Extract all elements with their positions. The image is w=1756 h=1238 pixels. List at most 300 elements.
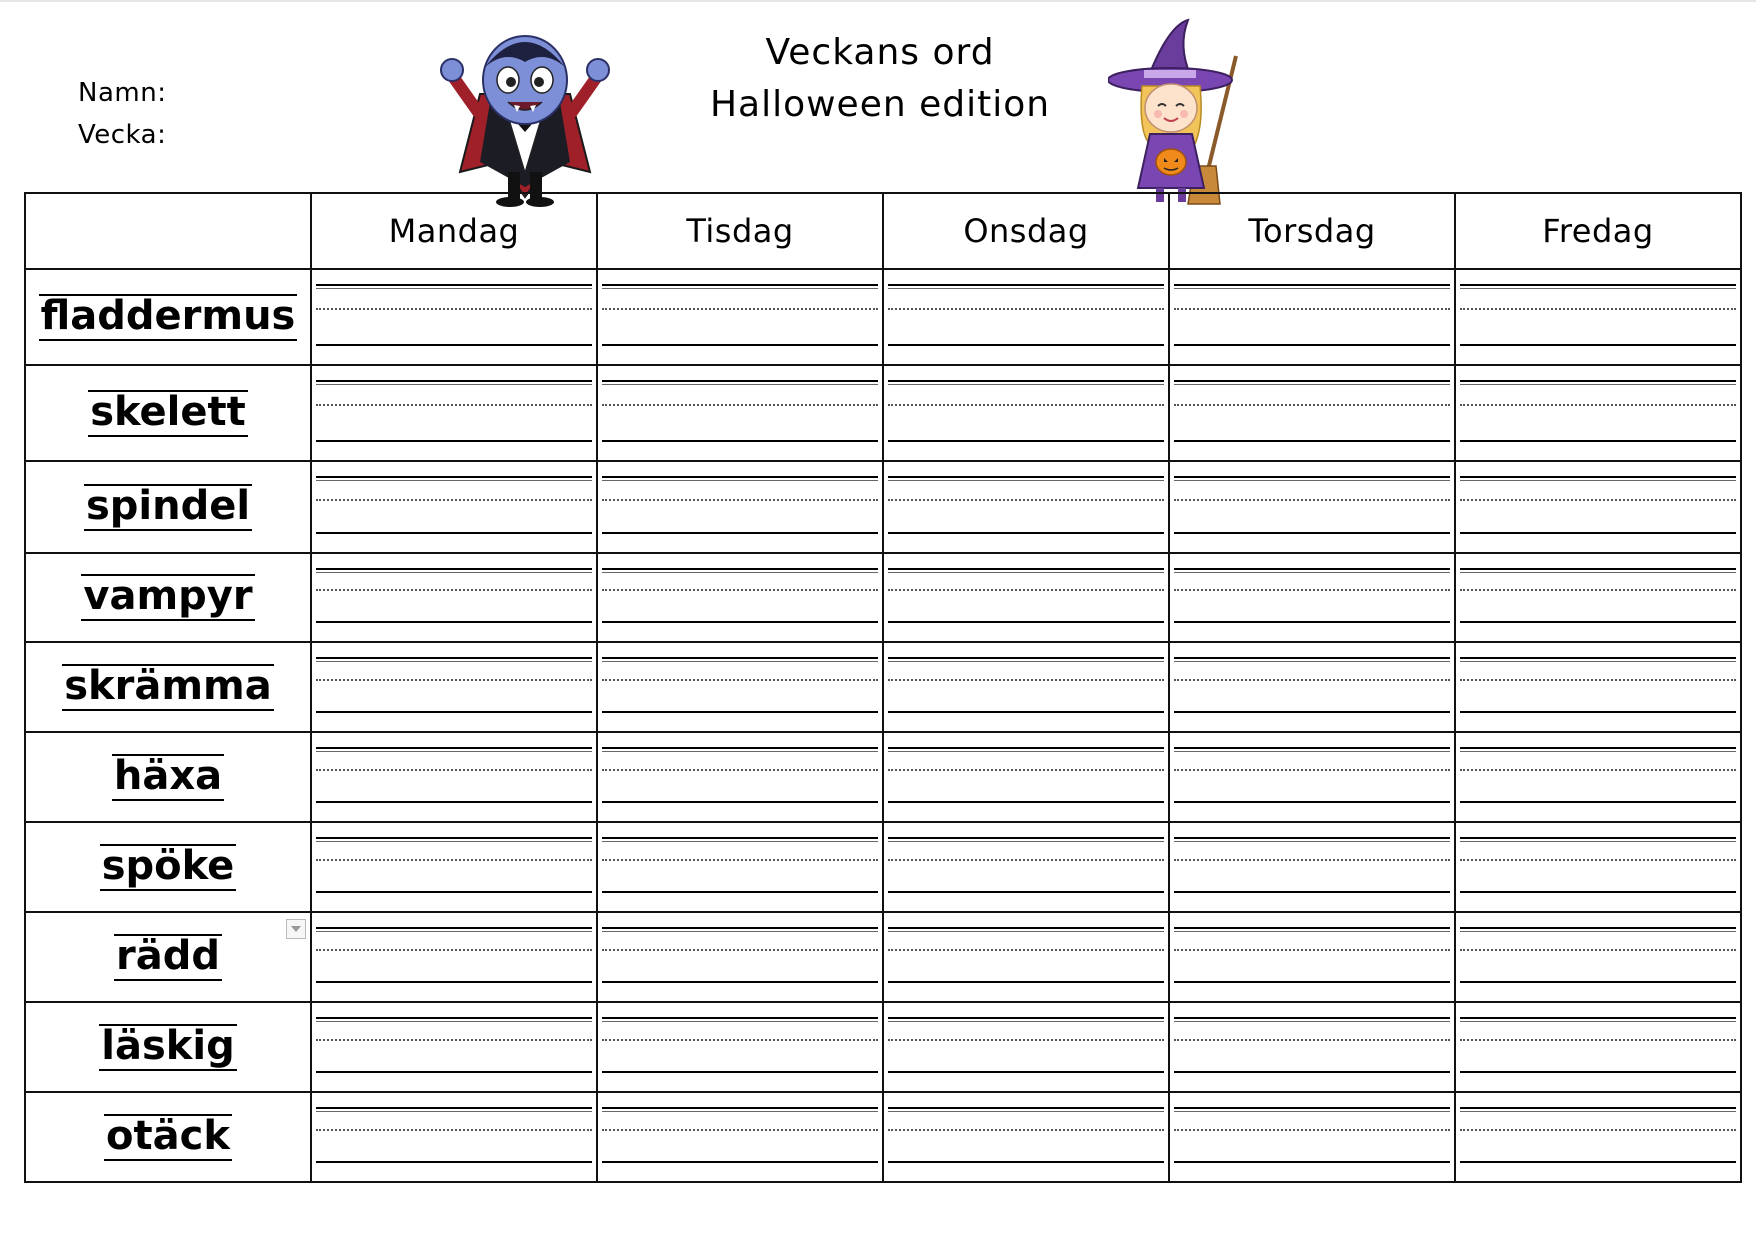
guide-line bbox=[602, 841, 878, 842]
guide-line bbox=[1460, 891, 1736, 893]
guide-line bbox=[602, 751, 878, 752]
guide-line bbox=[1460, 949, 1736, 951]
handwriting-cell[interactable] bbox=[1169, 912, 1455, 1002]
guide-line bbox=[1460, 589, 1736, 591]
guide-line bbox=[602, 1161, 878, 1163]
writing-guide-lines bbox=[602, 1017, 878, 1073]
guide-line bbox=[602, 931, 878, 932]
guide-line bbox=[888, 1161, 1164, 1163]
handwriting-cell[interactable] bbox=[311, 1092, 597, 1182]
guide-line bbox=[888, 480, 1164, 481]
writing-guide-lines bbox=[888, 657, 1164, 713]
guide-line bbox=[1174, 589, 1450, 591]
handwriting-cell[interactable] bbox=[883, 732, 1169, 822]
guide-line bbox=[1174, 288, 1450, 289]
handwriting-cell[interactable] bbox=[597, 461, 883, 553]
guide-line bbox=[888, 288, 1164, 289]
writing-guide-lines bbox=[888, 747, 1164, 803]
writing-guide-lines bbox=[316, 657, 592, 713]
day-header: Tisdag bbox=[597, 193, 883, 269]
handwriting-cell[interactable] bbox=[311, 642, 597, 732]
writing-guide-lines bbox=[1460, 284, 1736, 346]
guide-line bbox=[602, 801, 878, 803]
guide-line bbox=[316, 1111, 592, 1112]
word-cell bbox=[25, 269, 311, 365]
guide-line bbox=[888, 711, 1164, 713]
guide-line bbox=[602, 499, 878, 501]
guide-line bbox=[602, 981, 878, 983]
handwriting-cell[interactable] bbox=[1455, 732, 1741, 822]
guide-line bbox=[316, 1161, 592, 1163]
guide-line bbox=[1174, 532, 1450, 534]
guide-line bbox=[1174, 1017, 1450, 1019]
guide-line bbox=[1174, 1111, 1450, 1112]
handwriting-cell[interactable] bbox=[883, 461, 1169, 553]
word-row bbox=[25, 553, 1741, 642]
guide-line bbox=[1174, 1107, 1450, 1109]
guide-line bbox=[1460, 480, 1736, 481]
writing-guide-lines bbox=[602, 380, 878, 442]
guide-line bbox=[888, 532, 1164, 534]
week-label: Vecka: bbox=[78, 120, 167, 150]
guide-line bbox=[602, 384, 878, 385]
writing-guide-lines bbox=[1460, 380, 1736, 442]
guide-line bbox=[602, 480, 878, 481]
guide-line bbox=[602, 404, 878, 406]
guide-line bbox=[1460, 288, 1736, 289]
guide-line bbox=[888, 661, 1164, 662]
writing-guide-lines bbox=[1174, 1107, 1450, 1163]
writing-guide-lines bbox=[1174, 476, 1450, 534]
guide-line bbox=[1460, 801, 1736, 803]
handwriting-cell[interactable] bbox=[311, 461, 597, 553]
handwriting-cell[interactable] bbox=[311, 912, 597, 1002]
guide-line bbox=[1460, 657, 1736, 659]
guide-line bbox=[602, 769, 878, 771]
guide-line bbox=[1174, 380, 1450, 382]
guide-line bbox=[316, 499, 592, 501]
writing-guide-lines bbox=[316, 568, 592, 623]
writing-guide-lines bbox=[1460, 1107, 1736, 1163]
guide-line bbox=[888, 981, 1164, 983]
guide-line bbox=[316, 380, 592, 382]
writing-guide-lines bbox=[1174, 568, 1450, 623]
guide-line bbox=[316, 1039, 592, 1041]
word-cell bbox=[25, 1002, 311, 1092]
writing-guide-lines bbox=[1460, 747, 1736, 803]
handwriting-cell[interactable] bbox=[311, 732, 597, 822]
guide-line bbox=[316, 572, 592, 573]
guide-line bbox=[602, 288, 878, 289]
guide-line bbox=[1174, 679, 1450, 681]
handwriting-cell[interactable] bbox=[597, 1002, 883, 1092]
guide-line bbox=[602, 661, 878, 662]
guide-line bbox=[888, 1111, 1164, 1112]
guide-line bbox=[1460, 927, 1736, 929]
guide-line bbox=[316, 711, 592, 713]
vampire-icon bbox=[440, 22, 610, 207]
guide-line bbox=[602, 308, 878, 310]
guide-line bbox=[888, 344, 1164, 346]
guide-line bbox=[1460, 751, 1736, 752]
guide-line bbox=[1174, 1161, 1450, 1163]
handwriting-cell[interactable] bbox=[883, 1002, 1169, 1092]
handwriting-cell[interactable] bbox=[311, 822, 597, 912]
handwriting-cell[interactable] bbox=[597, 553, 883, 642]
guide-line bbox=[888, 589, 1164, 591]
guide-line bbox=[888, 1017, 1164, 1019]
guide-line bbox=[316, 661, 592, 662]
guide-line bbox=[888, 380, 1164, 382]
guide-line bbox=[888, 747, 1164, 749]
writing-guide-lines bbox=[316, 476, 592, 534]
writing-guide-lines bbox=[1460, 927, 1736, 983]
guide-line bbox=[316, 949, 592, 951]
guide-line bbox=[888, 679, 1164, 681]
guide-line bbox=[888, 931, 1164, 932]
guide-line bbox=[1460, 572, 1736, 573]
writing-guide-lines bbox=[602, 927, 878, 983]
handwriting-cell[interactable] bbox=[597, 365, 883, 461]
guide-line bbox=[316, 1021, 592, 1022]
guide-line bbox=[602, 1071, 878, 1073]
guide-line bbox=[1174, 747, 1450, 749]
writing-guide-lines bbox=[888, 476, 1164, 534]
writing-guide-lines bbox=[888, 1107, 1164, 1163]
guide-line bbox=[602, 859, 878, 861]
handwriting-cell[interactable] bbox=[1169, 461, 1455, 553]
guide-line bbox=[1460, 859, 1736, 861]
guide-line bbox=[316, 931, 592, 932]
guide-line bbox=[1460, 284, 1736, 286]
guide-line bbox=[1460, 404, 1736, 406]
guide-line bbox=[316, 404, 592, 406]
guide-line bbox=[602, 711, 878, 713]
guide-line bbox=[1460, 344, 1736, 346]
day-header: Mandag bbox=[311, 193, 597, 269]
handwriting-cell[interactable] bbox=[1169, 732, 1455, 822]
guide-line bbox=[1460, 621, 1736, 623]
guide-line bbox=[888, 499, 1164, 501]
spelling-word: spöke bbox=[101, 842, 235, 889]
guide-line bbox=[1174, 661, 1450, 662]
handwriting-cell[interactable] bbox=[1455, 1002, 1741, 1092]
handwriting-cell[interactable] bbox=[1169, 1002, 1455, 1092]
writing-guide-lines bbox=[602, 284, 878, 346]
guide-line bbox=[888, 1039, 1164, 1041]
word-cell bbox=[25, 365, 311, 461]
handwriting-cell[interactable] bbox=[311, 365, 597, 461]
guide-line bbox=[316, 284, 592, 286]
handwriting-cell[interactable] bbox=[883, 912, 1169, 1002]
writing-guide-lines bbox=[1460, 568, 1736, 623]
writing-guide-lines bbox=[888, 837, 1164, 893]
writing-guide-lines bbox=[316, 1107, 592, 1163]
handwriting-cell[interactable] bbox=[311, 553, 597, 642]
word-row bbox=[25, 1002, 1741, 1092]
handwriting-cell[interactable] bbox=[1455, 912, 1741, 1002]
guide-line bbox=[1460, 308, 1736, 310]
handwriting-cell[interactable] bbox=[1455, 553, 1741, 642]
guide-line bbox=[1460, 440, 1736, 442]
handwriting-cell[interactable] bbox=[883, 1092, 1169, 1182]
word-row bbox=[25, 365, 1741, 461]
guide-line bbox=[1174, 751, 1450, 752]
guide-line bbox=[316, 891, 592, 893]
guide-line bbox=[316, 747, 592, 749]
guide-line bbox=[888, 841, 1164, 842]
handwriting-cell[interactable] bbox=[883, 269, 1169, 365]
guide-line bbox=[316, 589, 592, 591]
writing-guide-lines bbox=[888, 380, 1164, 442]
table-header-row bbox=[25, 193, 1741, 269]
guide-line bbox=[316, 532, 592, 534]
guide-line bbox=[1174, 769, 1450, 771]
guide-line bbox=[316, 308, 592, 310]
guide-line bbox=[602, 284, 878, 286]
guide-line bbox=[602, 572, 878, 573]
guide-line bbox=[1460, 1039, 1736, 1041]
word-cell bbox=[25, 822, 311, 912]
handwriting-cell[interactable] bbox=[597, 912, 883, 1002]
guide-line bbox=[1174, 891, 1450, 893]
handwriting-cell[interactable] bbox=[1169, 642, 1455, 732]
word-cell bbox=[25, 732, 311, 822]
handwriting-cell[interactable] bbox=[311, 269, 597, 365]
guide-line bbox=[1174, 476, 1450, 478]
writing-guide-lines bbox=[316, 1017, 592, 1073]
guide-line bbox=[1174, 1021, 1450, 1022]
handwriting-cell[interactable] bbox=[1455, 642, 1741, 732]
guide-line bbox=[1174, 1071, 1450, 1073]
name-label: Namn: bbox=[78, 78, 167, 108]
writing-guide-lines bbox=[602, 568, 878, 623]
guide-line bbox=[602, 927, 878, 929]
guide-line bbox=[1174, 384, 1450, 385]
guide-line bbox=[316, 568, 592, 570]
guide-line bbox=[316, 476, 592, 478]
spelling-word: spindel bbox=[85, 482, 251, 529]
guide-line bbox=[316, 859, 592, 861]
writing-guide-lines bbox=[1460, 476, 1736, 534]
handwriting-cell[interactable] bbox=[597, 1092, 883, 1182]
handwriting-cell[interactable] bbox=[597, 732, 883, 822]
guide-line bbox=[1460, 679, 1736, 681]
guide-line bbox=[602, 380, 878, 382]
guide-line bbox=[1460, 769, 1736, 771]
guide-line bbox=[888, 621, 1164, 623]
guide-line bbox=[1174, 949, 1450, 951]
guide-line bbox=[1460, 1071, 1736, 1073]
writing-guide-lines bbox=[1174, 380, 1450, 442]
spelling-word: läskig bbox=[101, 1022, 235, 1069]
handwriting-cell[interactable] bbox=[883, 553, 1169, 642]
guide-line bbox=[1460, 711, 1736, 713]
guide-line bbox=[602, 949, 878, 951]
guide-line bbox=[602, 657, 878, 659]
handwriting-cell[interactable] bbox=[597, 822, 883, 912]
guide-line bbox=[888, 568, 1164, 570]
writing-guide-lines bbox=[1460, 657, 1736, 713]
handwriting-cell[interactable] bbox=[883, 822, 1169, 912]
day-header: Onsdag bbox=[883, 193, 1169, 269]
guide-line bbox=[1174, 801, 1450, 803]
worksheet-title: Veckans ord bbox=[765, 32, 995, 73]
guide-line bbox=[1460, 1129, 1736, 1131]
word-row bbox=[25, 822, 1741, 912]
spelling-word: häxa bbox=[113, 752, 223, 799]
guide-line bbox=[1174, 837, 1450, 839]
guide-line bbox=[316, 981, 592, 983]
writing-guide-lines bbox=[888, 568, 1164, 623]
guide-line bbox=[602, 476, 878, 478]
guide-line bbox=[1460, 837, 1736, 839]
word-row bbox=[25, 912, 1741, 1002]
word-cell bbox=[25, 553, 311, 642]
guide-line bbox=[888, 308, 1164, 310]
guide-line bbox=[316, 480, 592, 481]
guide-line bbox=[602, 589, 878, 591]
guide-line bbox=[602, 837, 878, 839]
guide-line bbox=[1174, 711, 1450, 713]
writing-guide-lines bbox=[1174, 927, 1450, 983]
guide-line bbox=[1460, 380, 1736, 382]
handwriting-cell[interactable] bbox=[1455, 269, 1741, 365]
word-cell bbox=[25, 1092, 311, 1182]
guide-line bbox=[602, 568, 878, 570]
guide-line bbox=[1460, 931, 1736, 932]
guide-line bbox=[602, 1111, 878, 1112]
guide-line bbox=[1174, 927, 1450, 929]
handwriting-cell[interactable] bbox=[1169, 1092, 1455, 1182]
guide-line bbox=[888, 384, 1164, 385]
guide-line bbox=[602, 440, 878, 442]
guide-line bbox=[602, 1039, 878, 1041]
writing-guide-lines bbox=[1460, 1017, 1736, 1073]
guide-line bbox=[316, 1107, 592, 1109]
handwriting-cell[interactable] bbox=[1169, 822, 1455, 912]
word-row bbox=[25, 269, 1741, 365]
writing-guide-lines bbox=[1174, 1017, 1450, 1073]
writing-guide-lines bbox=[316, 837, 592, 893]
guide-line bbox=[602, 679, 878, 681]
guide-line bbox=[888, 949, 1164, 951]
word-row bbox=[25, 642, 1741, 732]
guide-line bbox=[1174, 657, 1450, 659]
guide-line bbox=[602, 747, 878, 749]
guide-line bbox=[1460, 1021, 1736, 1022]
guide-line bbox=[1460, 747, 1736, 749]
guide-line bbox=[316, 621, 592, 623]
guide-line bbox=[316, 679, 592, 681]
writing-guide-lines bbox=[888, 1017, 1164, 1073]
writing-guide-lines bbox=[1174, 837, 1450, 893]
guide-line bbox=[1174, 499, 1450, 501]
writing-guide-lines bbox=[316, 284, 592, 346]
guide-line bbox=[1174, 480, 1450, 481]
writing-guide-lines bbox=[602, 1107, 878, 1163]
handwriting-cell[interactable] bbox=[1169, 269, 1455, 365]
writing-guide-lines bbox=[1174, 747, 1450, 803]
word-cell bbox=[25, 912, 311, 1002]
writing-guide-lines bbox=[888, 284, 1164, 346]
spelling-practice-table bbox=[24, 192, 1742, 1183]
writing-guide-lines bbox=[1174, 657, 1450, 713]
handwriting-cell[interactable] bbox=[1455, 365, 1741, 461]
guide-line bbox=[602, 532, 878, 534]
guide-line bbox=[1460, 532, 1736, 534]
guide-line bbox=[888, 1129, 1164, 1131]
handwriting-cell[interactable] bbox=[597, 269, 883, 365]
guide-line bbox=[888, 657, 1164, 659]
spelling-word: vampyr bbox=[83, 573, 253, 619]
guide-line bbox=[1460, 384, 1736, 385]
spelling-word: rädd bbox=[116, 932, 220, 979]
writing-guide-lines bbox=[602, 657, 878, 713]
guide-line bbox=[888, 837, 1164, 839]
guide-line bbox=[316, 1017, 592, 1019]
guide-line bbox=[1174, 572, 1450, 573]
guide-line bbox=[602, 621, 878, 623]
guide-line bbox=[316, 841, 592, 842]
guide-line bbox=[316, 657, 592, 659]
writing-guide-lines bbox=[316, 927, 592, 983]
handwriting-cell[interactable] bbox=[597, 642, 883, 732]
writing-guide-lines bbox=[602, 476, 878, 534]
spelling-word: skelett bbox=[90, 388, 246, 435]
guide-line bbox=[888, 927, 1164, 929]
handwriting-cell[interactable] bbox=[1455, 822, 1741, 912]
dropdown-arrow-icon[interactable] bbox=[286, 919, 306, 939]
guide-line bbox=[1460, 1161, 1736, 1163]
worksheet-subtitle: Halloween edition bbox=[709, 84, 1051, 125]
guide-line bbox=[1174, 931, 1450, 932]
guide-line bbox=[1460, 981, 1736, 983]
handwriting-cell[interactable] bbox=[1455, 461, 1741, 553]
writing-guide-lines bbox=[316, 747, 592, 803]
guide-line bbox=[316, 384, 592, 385]
handwriting-cell[interactable] bbox=[1169, 365, 1455, 461]
writing-guide-lines bbox=[602, 837, 878, 893]
corner-cell bbox=[25, 193, 311, 269]
guide-line bbox=[888, 751, 1164, 752]
guide-line bbox=[316, 1129, 592, 1131]
handwriting-cell[interactable] bbox=[883, 642, 1169, 732]
guide-line bbox=[316, 288, 592, 289]
writing-guide-lines bbox=[1174, 284, 1450, 346]
guide-line bbox=[1174, 308, 1450, 310]
guide-line bbox=[1460, 1107, 1736, 1109]
guide-line bbox=[888, 769, 1164, 771]
handwriting-cell[interactable] bbox=[311, 1002, 597, 1092]
spelling-word: skrämma bbox=[64, 662, 272, 709]
writing-guide-lines bbox=[1460, 837, 1736, 893]
guide-line bbox=[888, 440, 1164, 442]
guide-line bbox=[1460, 1111, 1736, 1112]
guide-line bbox=[602, 1107, 878, 1109]
handwriting-cell[interactable] bbox=[1455, 1092, 1741, 1182]
guide-line bbox=[1460, 1017, 1736, 1019]
guide-line bbox=[1460, 568, 1736, 570]
handwriting-cell[interactable] bbox=[1169, 553, 1455, 642]
word-row bbox=[25, 1092, 1741, 1182]
guide-line bbox=[1174, 981, 1450, 983]
guide-line bbox=[888, 284, 1164, 286]
handwriting-cell[interactable] bbox=[883, 365, 1169, 461]
witch-icon bbox=[1108, 16, 1263, 208]
writing-guide-lines bbox=[602, 747, 878, 803]
guide-line bbox=[888, 859, 1164, 861]
